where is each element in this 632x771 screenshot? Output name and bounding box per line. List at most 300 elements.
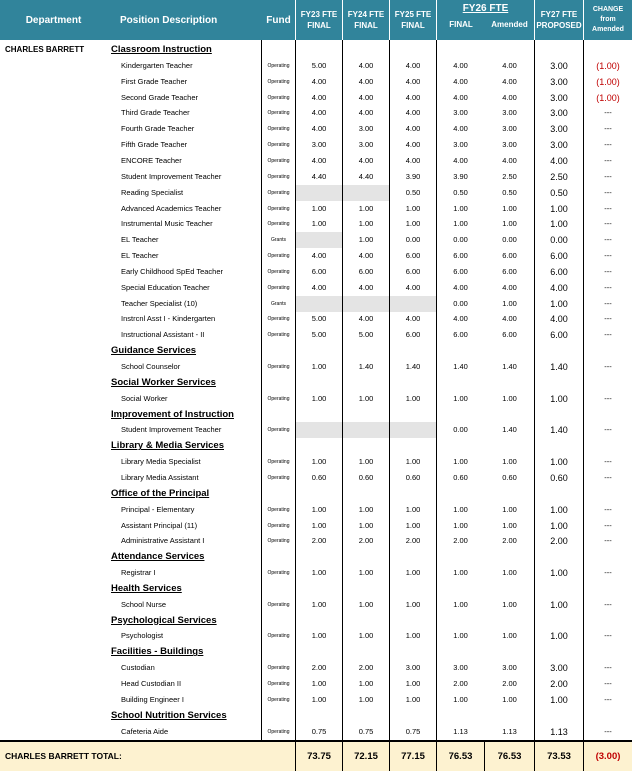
cell-fy25: 1.00 [405, 504, 421, 514]
header-divider [534, 0, 535, 40]
cell-fy26-final: 1.00 [453, 631, 468, 641]
cell-fy26-amended: 4.00 [502, 60, 517, 70]
cell-fy27: 1.00 [550, 219, 568, 230]
cell-change: --- [604, 631, 612, 641]
cell-fy27: 3.00 [550, 76, 568, 87]
fund-cell: Operating [267, 474, 290, 481]
cell-fy27: 3.00 [550, 140, 568, 151]
cell-fy26-final: 0.60 [453, 472, 468, 482]
cell-fy26-final: 3.00 [453, 140, 468, 150]
cell-fy25: 4.00 [405, 76, 421, 86]
cell-fy26-amended: 1.00 [502, 219, 517, 229]
header-fy25 [390, 0, 436, 40]
cell-fy26-final: 4.00 [453, 60, 468, 70]
total-column-border [534, 740, 535, 771]
cell-fy24: 4.00 [358, 60, 374, 70]
cell-fy24: 1.00 [358, 568, 374, 578]
cell-fy25: 1.00 [405, 694, 421, 704]
cell-fy23: 4.00 [311, 108, 327, 118]
cell-change: --- [604, 108, 612, 118]
cell-fy25: 1.00 [405, 203, 421, 213]
table-row [0, 391, 632, 407]
cell-fy23: 5.00 [311, 330, 327, 340]
cell-change: (1.00) [596, 92, 620, 103]
cell-change: --- [604, 694, 612, 704]
fund-cell: Operating [267, 364, 290, 370]
table-row [0, 153, 632, 169]
cell-fy26-amended: 6.00 [502, 330, 517, 340]
cell-change: --- [604, 393, 612, 403]
fund-cell: Operating [267, 78, 290, 85]
cell-fy25: 0.75 [405, 726, 421, 736]
cell-change: --- [604, 155, 612, 165]
cell-fy25: 1.00 [405, 457, 421, 467]
cell-change: --- [604, 235, 612, 245]
position-description: School Counselor [121, 362, 181, 371]
cell-fy23 [296, 185, 342, 201]
cell-fy27: 3.00 [550, 124, 568, 135]
cell-fy25: 1.00 [405, 219, 421, 229]
cell-fy26-amended: 4.00 [502, 155, 517, 165]
header-divider [389, 0, 390, 40]
total-column-border [389, 740, 390, 771]
cell-fy26-final: 1.00 [453, 203, 468, 213]
cell-fy24: 4.00 [358, 282, 374, 292]
cell-fy26-final: 0.00 [453, 235, 468, 245]
cell-fy24: 2.00 [358, 536, 374, 546]
table-row [0, 533, 632, 549]
cell-fy27: 1.00 [550, 631, 568, 642]
cell-fy25: 4.00 [405, 282, 421, 292]
cell-change: --- [604, 266, 612, 276]
position-description: Instrcnl Asst I - Kindergarten [121, 314, 216, 324]
position-description: Teacher Specialist (10) [121, 298, 198, 308]
cell-fy26-amended: 1.13 [502, 726, 517, 736]
position-description: Administrative Assistant I [121, 536, 205, 546]
cell-fy27: 1.40 [550, 425, 568, 436]
cell-fy24: 1.00 [358, 679, 374, 688]
fund-cell: Operating [267, 633, 290, 640]
cell-fy26-final: 1.00 [453, 504, 468, 514]
cell-fy23: 1.00 [311, 520, 327, 530]
section-row [0, 42, 632, 58]
cell-fy24: 1.00 [358, 504, 374, 514]
fund-cell: Operating [267, 427, 290, 434]
header-fy23 [296, 0, 342, 40]
position-description: EL Teacher [121, 235, 159, 245]
cell-fy25: 1.00 [405, 568, 421, 578]
fund-cell: Operating [267, 189, 290, 196]
cell-fy27: 6.00 [550, 251, 568, 262]
cell-fy24: 1.00 [358, 393, 374, 403]
position-description: ENCORE Teacher [121, 155, 182, 165]
table-row [0, 676, 632, 692]
table-row [0, 502, 632, 518]
cell-fy26-final: 3.00 [453, 108, 468, 118]
cell-change: --- [604, 520, 612, 530]
cell-fy26-amended: 1.00 [502, 203, 517, 213]
cell-fy25: 6.00 [405, 251, 421, 261]
cell-fy26-amended: 1.00 [502, 694, 517, 704]
cell-fy26-final: 0.00 [453, 298, 468, 308]
section-row [0, 486, 632, 502]
fund-cell: Operating [267, 538, 290, 545]
fund-cell: Operating [267, 681, 290, 687]
table-row [0, 185, 632, 201]
section-title: School Nutrition Services [111, 709, 227, 721]
position-description: Social Worker [121, 393, 168, 403]
cell-fy26-amended: 2.00 [502, 536, 517, 546]
section-title: Classroom Instruction [111, 44, 212, 55]
cell-fy26-final: 6.00 [453, 330, 468, 340]
fund-cell: Operating [267, 173, 290, 180]
cell-fy24: 0.60 [358, 472, 374, 482]
table-row [0, 597, 632, 613]
fund-cell: Operating [267, 665, 290, 672]
cell-fy26-amended: 3.00 [502, 140, 517, 150]
fund-cell: Operating [267, 268, 290, 275]
fund-cell: Operating [267, 62, 290, 69]
cell-change: --- [604, 425, 612, 435]
position-description: Early Childhood SpEd Teacher [121, 266, 224, 276]
cell-fy26-final: 1.00 [453, 694, 468, 704]
table-row [0, 169, 632, 185]
cell-fy26-final: 1.00 [453, 393, 468, 403]
table-row [0, 311, 632, 327]
position-description: Second Grade Teacher [121, 92, 198, 102]
cell-change: --- [604, 187, 612, 197]
cell-fy26-final: 3.00 [453, 663, 468, 673]
fund-cell: Operating [267, 696, 290, 703]
header-fy24-line1: FY24 FTE [347, 10, 385, 19]
cell-fy25: 4.00 [405, 140, 421, 150]
cell-fy27: 2.50 [550, 171, 568, 182]
cell-fy27: 2.00 [550, 679, 568, 689]
cell-fy25 [390, 422, 436, 438]
cell-fy26-amended: 3.00 [502, 663, 517, 673]
section-row [0, 438, 632, 454]
header-fy27 [535, 0, 583, 40]
position-description: Reading Specialist [121, 187, 184, 197]
cell-fy23 [296, 422, 342, 438]
position-description: Third Grade Teacher [121, 108, 190, 118]
position-description: Assistant Principal (11) [121, 520, 198, 530]
total-fy26-final: 76.53 [448, 751, 473, 762]
section-row [0, 407, 632, 423]
position-description: Building Engineer I [121, 694, 184, 704]
cell-fy25: 1.00 [405, 393, 421, 403]
position-description: Advanced Academics Teacher [121, 203, 222, 213]
cell-fy23: 3.00 [311, 140, 327, 150]
cell-change: --- [604, 140, 612, 150]
cell-fy27: 3.00 [550, 108, 568, 119]
cell-fy24: 4.00 [358, 108, 374, 118]
position-description: Student Improvement Teacher [121, 425, 222, 435]
department-name: CHARLES BARRETT [5, 45, 85, 54]
section-title: Psychological Services [111, 614, 217, 626]
cell-fy27: 0.00 [550, 235, 568, 246]
table-row [0, 454, 632, 470]
cell-fy26-amended: 6.00 [502, 251, 517, 261]
position-description: Cafeteria Aide [121, 726, 169, 736]
cell-fy26-amended: 2.00 [502, 679, 517, 688]
cell-fy26-final: 4.00 [453, 282, 468, 292]
cell-fy23: 4.00 [311, 92, 327, 102]
total-fy24: 72.15 [354, 751, 378, 762]
cell-fy23: 1.00 [311, 694, 327, 704]
table-row [0, 470, 632, 486]
cell-fy25: 6.00 [405, 266, 421, 276]
position-description: Registrar I [121, 568, 156, 578]
cell-fy24: 4.40 [358, 171, 374, 181]
cell-change: (1.00) [596, 60, 620, 71]
table-row [0, 201, 632, 217]
table-row [0, 105, 632, 121]
position-description: Instructional Assistant - II [121, 330, 205, 340]
header-fy23-line2: FINAL [307, 21, 331, 30]
header-fy26-title: FY26 FTE [462, 3, 509, 14]
table-row [0, 232, 632, 248]
header-change-line3: Amended [592, 26, 624, 33]
section-title: Attendance Services [111, 551, 205, 563]
fund-cell: Operating [267, 570, 290, 577]
position-description: Instrumental Music Teacher [121, 219, 213, 229]
header-fund: Fund [266, 14, 291, 26]
cell-fy26-amended: 3.00 [502, 124, 517, 134]
cell-change: --- [604, 171, 612, 181]
cell-fy27: 6.00 [550, 330, 568, 341]
cell-fy23: 2.00 [311, 536, 327, 546]
total-label: CHARLES BARRETT TOTAL: [5, 751, 122, 761]
position-description: EL Teacher [121, 251, 159, 261]
table-row [0, 565, 632, 581]
total-column-border [342, 740, 343, 771]
total-fy27: 73.53 [547, 751, 571, 762]
cell-fy26-amended: 1.00 [502, 504, 517, 514]
cell-fy26-final: 2.00 [453, 536, 468, 546]
header-divider [295, 0, 296, 40]
position-description: First Grade Teacher [121, 76, 188, 86]
table-row [0, 518, 632, 534]
cell-fy26-amended: 1.00 [502, 393, 517, 403]
cell-change: --- [604, 282, 612, 292]
position-description: Library Media Assistant [121, 472, 199, 482]
section-row [0, 581, 632, 597]
cell-fy25: 2.00 [405, 536, 421, 546]
total-column-border [436, 740, 437, 771]
cell-fy27: 4.00 [550, 282, 568, 293]
cell-fy24: 1.00 [358, 520, 374, 530]
cell-fy25 [390, 296, 436, 312]
table-row [0, 264, 632, 280]
cell-fy23: 1.00 [311, 568, 327, 578]
cell-fy26-final: 0.50 [453, 187, 468, 197]
table-row [0, 359, 632, 375]
cell-fy24: 1.00 [358, 694, 374, 704]
cell-change: --- [604, 203, 612, 213]
fund-cell: Operating [267, 142, 290, 149]
table-row [0, 216, 632, 232]
total-column-border [295, 740, 296, 771]
cell-fy26-final: 4.00 [453, 92, 468, 102]
header-department: Department [25, 14, 82, 26]
section-row [0, 644, 632, 660]
cell-fy24: 0.75 [358, 726, 374, 736]
cell-fy24: 1.40 [358, 362, 374, 371]
cell-fy23: 6.00 [311, 266, 327, 276]
cell-fy23: 1.00 [311, 203, 327, 213]
cell-fy27: 3.00 [550, 60, 568, 71]
position-description: Kindergarten Teacher [121, 60, 193, 70]
header-fy26 [437, 0, 534, 40]
fund-cell: Operating [267, 601, 290, 608]
position-description: Principal - Elementary [121, 504, 195, 514]
cell-fy25: 4.00 [405, 314, 421, 324]
cell-fy26-amended: 4.00 [502, 92, 517, 102]
fund-cell: Operating [267, 728, 290, 735]
position-description: Psychologist [121, 631, 164, 641]
section-title: Improvement of Instruction [111, 408, 234, 420]
cell-change: --- [604, 679, 612, 688]
cell-fy26-amended: 1.00 [502, 520, 517, 530]
cell-fy24: 1.00 [358, 219, 374, 229]
cell-fy25: 0.60 [405, 472, 421, 482]
section-title: Social Worker Services [111, 376, 216, 388]
cell-fy27: 1.00 [550, 520, 568, 531]
cell-change: --- [604, 298, 612, 308]
position-description: Library Media Specialist [121, 457, 201, 467]
cell-fy23: 1.00 [311, 457, 327, 467]
cell-fy27: 1.00 [550, 504, 568, 515]
fund-cell: Operating [267, 157, 290, 164]
table-row [0, 121, 632, 137]
cell-fy27: 3.00 [550, 663, 568, 674]
cell-change: --- [604, 568, 612, 578]
position-description: Head Custodian II [121, 679, 182, 688]
header-divider [342, 0, 343, 40]
cell-fy23: 4.00 [311, 155, 327, 165]
cell-fy26-final: 0.00 [453, 425, 468, 435]
cell-fy24: 4.00 [358, 92, 374, 102]
position-description: Fourth Grade Teacher [121, 124, 195, 134]
cell-fy25: 4.00 [405, 60, 421, 70]
fund-cell: Operating [267, 253, 290, 260]
cell-fy27: 4.00 [550, 314, 568, 325]
cell-fy25: 4.00 [405, 124, 421, 134]
cell-fy26-amended: 3.00 [502, 108, 517, 118]
cell-fy25: 4.00 [405, 108, 421, 118]
cell-change: --- [604, 219, 612, 229]
table-row [0, 248, 632, 264]
cell-change: --- [604, 457, 612, 467]
header-change-line1: CHANGE [592, 6, 624, 13]
cell-fy26-amended: 4.00 [502, 282, 517, 292]
cell-change: --- [604, 472, 612, 482]
cell-fy23: 1.00 [311, 599, 327, 609]
cell-fy27: 1.00 [550, 298, 568, 309]
cell-fy24: 4.00 [358, 155, 374, 165]
cell-fy26-final: 4.00 [453, 76, 468, 86]
cell-fy25: 0.50 [405, 187, 421, 197]
total-fy25: 77.15 [401, 751, 425, 762]
cell-fy26-amended: 1.40 [502, 425, 517, 435]
section-title: Office of the Principal [111, 487, 210, 499]
section-title: Facilities - Buildings [111, 646, 204, 658]
cell-fy27: 2.00 [550, 536, 568, 547]
header-divider [436, 0, 437, 40]
cell-change: --- [604, 330, 612, 340]
cell-fy24: 5.00 [358, 330, 374, 340]
cell-fy27: 1.00 [550, 568, 568, 579]
cell-change: (1.00) [596, 76, 620, 87]
cell-fy24 [343, 185, 389, 201]
cell-fy24: 2.00 [358, 663, 374, 673]
fund-cell: Operating [267, 332, 290, 339]
header-fy27-line2: PROPOSED [536, 21, 582, 30]
cell-fy25: 6.00 [405, 330, 421, 340]
table-row [0, 137, 632, 153]
cell-fy27: 4.00 [550, 155, 568, 166]
cell-fy27: 0.60 [550, 472, 568, 483]
cell-fy27: 1.00 [550, 457, 568, 468]
header-fy26-amended: Amended [491, 20, 528, 29]
header-change-line2: from [600, 16, 616, 23]
cell-fy23: 1.00 [311, 362, 327, 371]
cell-fy24: 3.00 [358, 140, 374, 150]
cell-fy27: 1.00 [550, 694, 568, 705]
table-row [0, 692, 632, 708]
table-header [0, 0, 632, 40]
fund-cell: Grants [270, 237, 286, 244]
cell-fy26-amended: 2.50 [502, 171, 517, 181]
total-column-border [583, 740, 584, 771]
section-title: Guidance Services [111, 345, 197, 357]
cell-fy26-final: 1.00 [453, 520, 468, 530]
cell-fy26-amended: 1.40 [502, 362, 517, 371]
cell-fy23 [296, 232, 342, 248]
cell-change: --- [604, 314, 612, 324]
cell-fy25: 1.40 [405, 362, 421, 371]
cell-fy23: 1.00 [311, 679, 327, 688]
total-row [0, 740, 632, 771]
cell-change: --- [604, 663, 612, 673]
fund-cell: Operating [267, 110, 290, 117]
position-description: School Nurse [121, 599, 167, 609]
cell-fy23: 5.00 [311, 60, 327, 70]
cell-fy23: 4.40 [311, 171, 327, 181]
cell-fy27: 3.00 [550, 92, 568, 103]
cell-fy24: 1.00 [358, 631, 374, 641]
cell-fy23: 4.00 [311, 282, 327, 292]
cell-fy26-final: 3.90 [453, 171, 468, 181]
header-fy24-line2: FINAL [354, 21, 378, 30]
cell-fy23: 5.00 [311, 314, 327, 324]
cell-fy26-final: 2.00 [453, 679, 468, 688]
table-row [0, 628, 632, 644]
table-row [0, 74, 632, 90]
header-fy25-line1: FY25 FTE [394, 10, 432, 19]
cell-change: --- [604, 362, 612, 371]
cell-fy23: 1.00 [311, 219, 327, 229]
cell-fy25: 4.00 [405, 92, 421, 102]
cell-fy26-amended: 1.00 [502, 298, 517, 308]
cell-fy26-final: 1.00 [453, 568, 468, 578]
cell-change: --- [604, 726, 612, 736]
cell-change: --- [604, 124, 612, 134]
fund-cell: Operating [267, 284, 290, 291]
cell-fy23: 0.60 [311, 472, 327, 482]
cell-fy24: 6.00 [358, 266, 374, 276]
